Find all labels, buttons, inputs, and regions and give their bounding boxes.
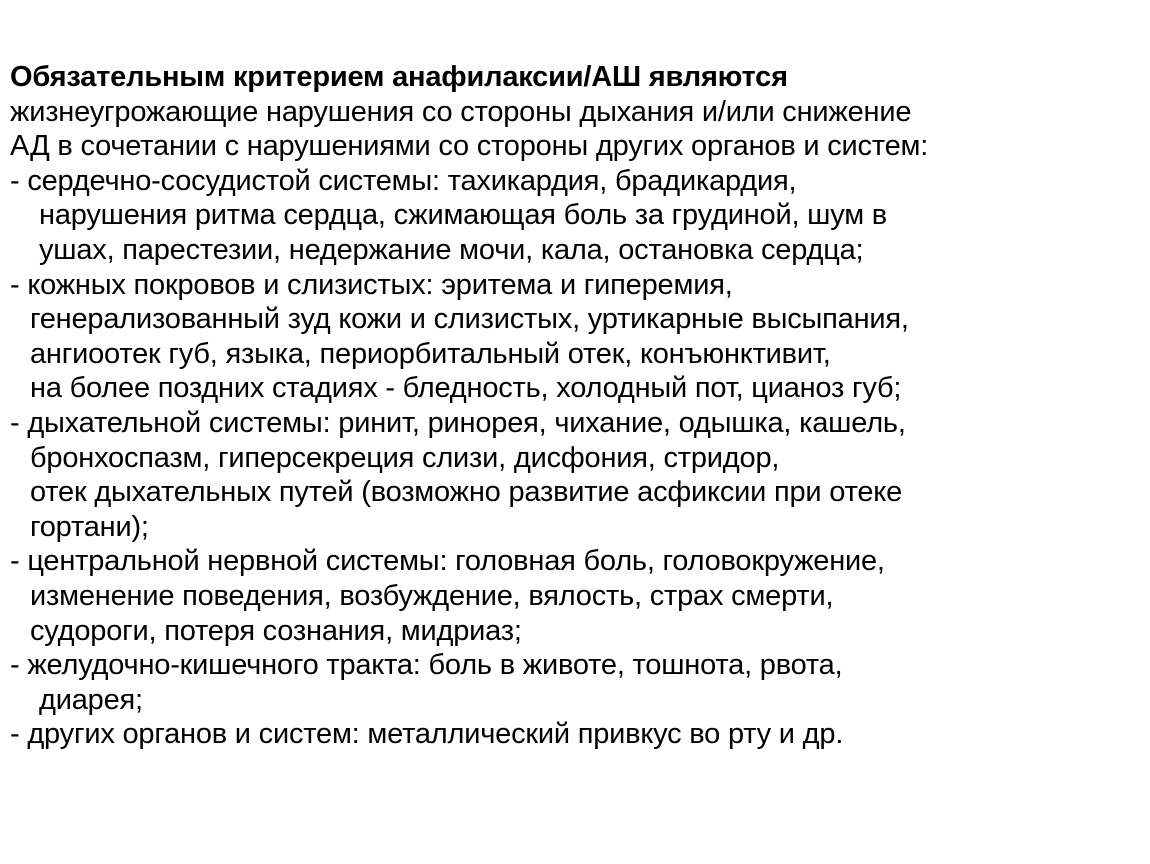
skin-item-line: - кожных покровов и слизистых: эритема и гиперемия, bbox=[10, 268, 733, 301]
skin-item-line: на более поздних стадиях - бледность, холодный пот, цианоз губ; bbox=[30, 372, 902, 405]
intro-line: АД в сочетании с нарушениями со стороны других органов и систем: bbox=[10, 130, 929, 163]
respiratory-item-line: - дыхательной системы: ринит, ринорея, чихание, одышка, кашель, bbox=[10, 406, 906, 439]
respiratory-item-line: бронхоспазм, гиперсекреция слизи, дисфония, стридор, bbox=[30, 441, 780, 474]
skin-item-line: генерализованный зуд кожи и слизистых, уртикарные высыпания, bbox=[30, 303, 909, 336]
gi-item-line: - желудочно-кишечного тракта: боль в животе, тошнота, рвота, bbox=[10, 649, 843, 682]
respiratory-item-line: отек дыхательных путей (возможно развитие асфиксии при отеке bbox=[30, 476, 903, 509]
skin-item-line: ангиоотек губ, языка, периорбитальный отек, конъюнктивит, bbox=[30, 337, 831, 370]
cns-item-line: изменение поведения, возбуждение, вялость, страх смерти, bbox=[30, 579, 834, 612]
cns-item-line: - центральной нервной системы: головная боль, головокружение, bbox=[10, 545, 885, 578]
other-item-line: - других органов и систем: металлический привкус во рту и др. bbox=[10, 718, 844, 751]
cardiovascular-item-line: ушах, парестезии, недержание мочи, кала, остановка сердца; bbox=[39, 233, 864, 266]
cns-item-line: судороги, потеря сознания, мидриаз; bbox=[30, 614, 522, 647]
heading: Обязательным критерием анафилаксии/АШ являются bbox=[10, 61, 788, 93]
criteria-text-block bbox=[10, 60, 1145, 752]
cardiovascular-item-line: нарушения ритма сердца, сжимающая боль за грудиной, шум в bbox=[39, 199, 888, 232]
cardiovascular-item-line: - сердечно-сосудистой системы: тахикардия, брадикардия, bbox=[10, 164, 797, 197]
gi-item-line: диарея; bbox=[39, 683, 143, 716]
respiratory-item-line: гортани); bbox=[30, 510, 149, 543]
intro-line: жизнеугрожающие нарушения со стороны дыхания и/или снижение bbox=[10, 95, 912, 128]
